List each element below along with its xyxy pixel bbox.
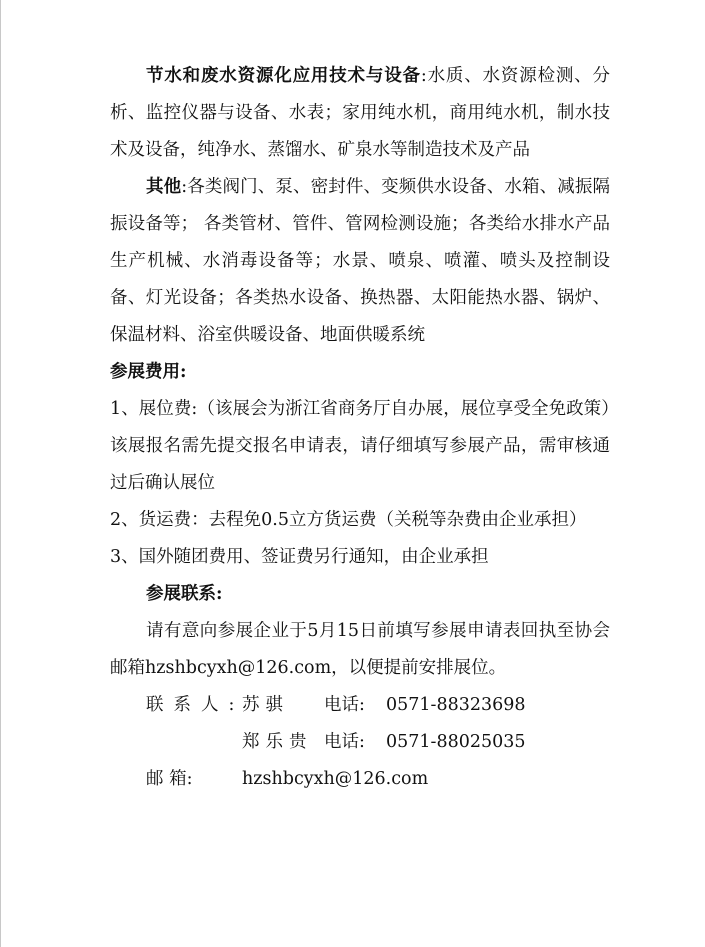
water-saving-paragraph <box>110 58 610 169</box>
contact-row-2 <box>110 724 610 761</box>
phone-label: 电话: <box>324 732 365 752</box>
page-edge <box>0 0 1 947</box>
contact-person-label: 联系人: <box>146 695 245 715</box>
water-saving-heading: 节水和废水资源化应用技术与设备 <box>146 66 421 86</box>
contact-notice: 请有意向参展企业于5月15日前填写参展申请表回执至协会邮箱hzshbcyxh@126.com，以便提前安排展位。 <box>110 621 610 678</box>
phone-number: 0571-88025035 <box>386 732 526 752</box>
others-body: :各类阀门、泵、密封件、变频供水设备、水箱、减振隔振设备等； 各类管材、管件、管网检测设施；各类给水排水产品生产机械、水消毒设备等；水景、喷泉、喷灌、喷头及控制设备、灯光设备；各类热水设备、换热器、太阳能热水器、锅炉、保温材料、浴室供暖设备、地面供暖系统 <box>110 177 610 345</box>
water-saving-body: :水质、水资源检测、分析、监控仪器与设备、水表；家用纯水机，商用纯水机，制水技术及设备，纯净水、蒸馏水、矿泉水等制造技术及产品 <box>110 66 610 160</box>
contact-name: 郑乐贵 <box>242 732 313 752</box>
email-label: 邮 箱: <box>146 769 193 789</box>
fees-heading: 参展费用: <box>110 362 187 382</box>
fee-item-2: 2、货运费：去程免0.5立方货运费（关税等杂费由企业承担） <box>110 510 587 530</box>
others-heading: 其他 <box>146 177 182 197</box>
fee-item-3: 3、国外随团费用、签证费另行通知，由企业承担 <box>110 547 489 567</box>
email-row <box>110 761 610 798</box>
phone-number: 0571-88323698 <box>386 695 526 715</box>
contact-row-1 <box>110 687 610 724</box>
email-address: hzshbcyxh@126.com <box>242 769 429 789</box>
phone-label: 电话: <box>324 695 365 715</box>
contact-name: 苏骐 <box>242 695 289 715</box>
others-paragraph <box>110 169 610 354</box>
fee-item-1: 1、展位费:（该展会为浙江省商务厅自办展，展位享受全免政策）该展报名需先提交报名申请表，请仔细填写参展产品，需审核通过后确认展位 <box>110 399 610 493</box>
contact-heading: 参展联系: <box>146 584 223 604</box>
document-body <box>110 58 610 798</box>
